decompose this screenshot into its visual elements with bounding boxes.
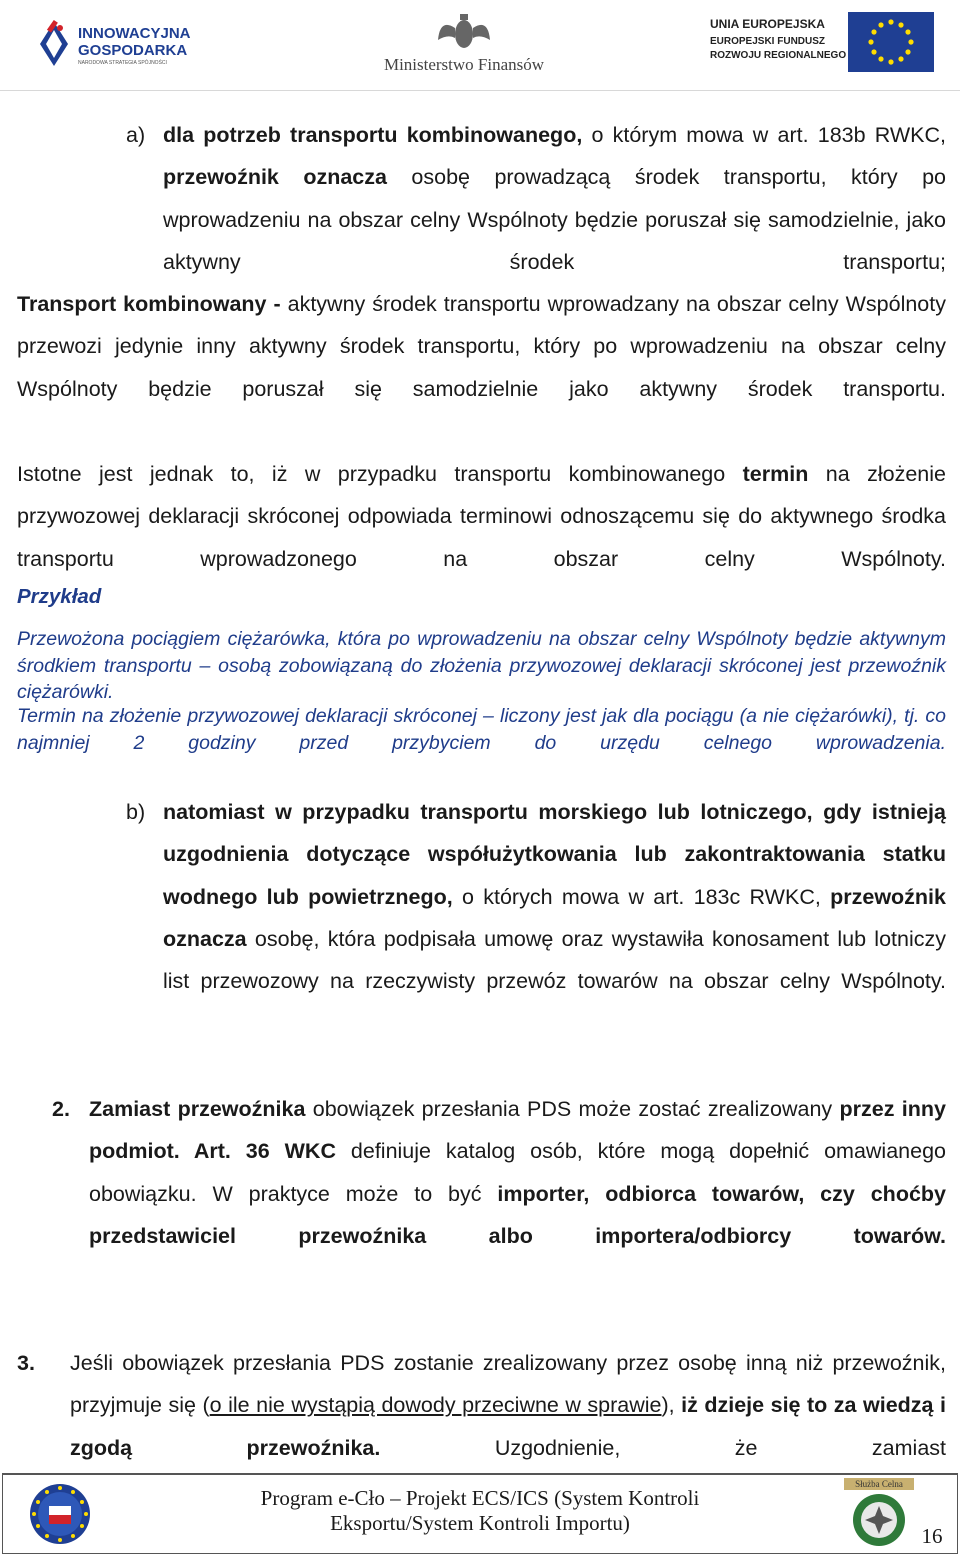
item-2-marker: 2. bbox=[52, 1097, 70, 1121]
ue-line3: ROZWOJU REGIONALNEGO bbox=[710, 50, 847, 61]
innowacyjna-gospodarka-logo bbox=[22, 0, 222, 86]
stamp-label: Służba Celna bbox=[855, 1479, 903, 1489]
page-number: 16 bbox=[921, 1524, 943, 1548]
istotne-paragraph: Istotne jest jednak to, iż w przypadku transportu kombinowanego termin na złożenie przywozowej deklaracji skróconej odpowiada terminowi odnoszącemu się do aktywnego środka transportu wprowadzonego na obszar celny Wspólnoty. bbox=[17, 462, 946, 571]
item-a-lead: dla potrzeb transportu kombinowanego, bbox=[163, 123, 583, 147]
customs-service-emblem-icon bbox=[838, 1476, 920, 1552]
ig-line1: INNOWACYJNA bbox=[78, 25, 191, 42]
termin-word: termin bbox=[742, 462, 809, 486]
footer-program-title bbox=[160, 1486, 800, 1536]
ig-line2: GOSPODARKA bbox=[78, 42, 188, 59]
item-b-term: przewoźnik oznacza bbox=[163, 884, 946, 951]
ecs-ics-emblem-icon bbox=[26, 1478, 94, 1550]
ig-line3: NARODOWA STRATEGIA SPÓJNOŚCI bbox=[78, 60, 167, 66]
ue-line2: EUROPEJSKI FUNDUSZ bbox=[710, 36, 826, 47]
unia-europejska-logo bbox=[706, 0, 938, 86]
header-rule bbox=[0, 90, 960, 91]
example-paragraph-1: Przewożona pociągiem ciężarówka, która po wprowadzeniu na obszar celny Wspólnoty będzie aktywnym środkiem transportu – osobą zobowiązaną do złożenia przywozowej deklaracji skróconej jest przewoźnik ciężarówki. bbox=[17, 628, 946, 703]
example-paragraph-2: Termin na złożenie przywozowej deklaracji skróconej – liczony jest jak dla pociągu (a nie ciężarówki), tj. co najmniej 2 godziny przed przybyciem do urzędu celnego wprowadzenia. bbox=[17, 705, 946, 754]
item-a-term: przewoźnik oznacza bbox=[163, 165, 387, 190]
item-3-paragraph: Jeśli obowiązek przesłania PDS zostanie zrealizowany przez osobę inną niż przewoźnik, przyjmuje się (o ile nie wystąpią dowody przeciwne w sprawie), iż dzieje się to za wiedzą i zgodą przewoźnika. Uzgodnienie, że zamiast bbox=[70, 1351, 946, 1460]
footer-line-2: Eksportu/System Kontroli Importu) bbox=[330, 1511, 630, 1535]
underlined-clause: o ile nie wystąpią dowody przeciwne w sprawie bbox=[209, 1393, 662, 1418]
footer-line-1: Program e-Cło – Projekt ECS/ICS (System Kontroli bbox=[260, 1486, 700, 1510]
eagle-icon bbox=[438, 14, 490, 48]
transport-definition-paragraph: Transport kombinowany - aktywny środek transportu wprowadzany na obszar celny Wspólnoty przewozi jedynie inny aktywny środek transportu, który po wprowadzeniu na obszar celny Wspólnoty będzie poruszał się samodzielnie jako aktywny środek transportu. bbox=[17, 292, 946, 401]
item-a-paragraph: dla potrzeb transportu kombinowanego, o którym mowa w art. 183b RWKC, przewoźnik oznacza osobę prowadzącą środek transportu, który po wprowadzeniu na obszar celny Wspólnoty będzie poruszał się samodzielnie, jako aktywny środek transportu; bbox=[163, 123, 947, 274]
example-heading: Przykład bbox=[17, 585, 102, 608]
eu-flag-icon bbox=[848, 12, 934, 72]
transport-term: Transport kombinowany - bbox=[17, 292, 281, 316]
ue-line1: UNIA EUROPEJSKA bbox=[710, 17, 825, 31]
item-3-marker: 3. bbox=[17, 1351, 35, 1375]
item-b-paragraph: natomiast w przypadku transportu morskiego lub lotniczego, gdy istnieją uzgodnienia dotyczące współużytkowania lub zakontraktowania statku wodnego lub powietrznego, o których mowa w art. 183c RWKC, przewoźnik oznacza osobę, która podpisała umowę oraz wystawiła konosament lub lotniczy list przewozowy na rzeczywisty przewóz towarów na obszar celny Wspólnoty. bbox=[163, 800, 946, 994]
item-b-marker: b) bbox=[126, 800, 146, 824]
item-b-lead: natomiast w przypadku transportu morskiego lub lotniczego, gdy istnieją uzgodnienia dotyczące współużytkowania lub zakontraktowania statku wodnego lub powietrznego, bbox=[163, 800, 946, 909]
mf-label: Ministerstwo Finansów bbox=[383, 55, 545, 74]
item-2-paragraph: Zamiast przewoźnika obowiązek przesłania PDS może zostać zrealizowany przez inny podmiot. Art. 36 WKC definiuje katalog osób, które mogą dopełnić omawianego obowiązku. W praktyce może to być importer, odbiorca towarów, czy choćby przedstawiciel przewoźnika albo importera/odbiorcy towarów. bbox=[89, 1097, 946, 1248]
item-a-marker: a) bbox=[126, 123, 146, 147]
ministerstwo-finansow-logo bbox=[358, 0, 570, 86]
